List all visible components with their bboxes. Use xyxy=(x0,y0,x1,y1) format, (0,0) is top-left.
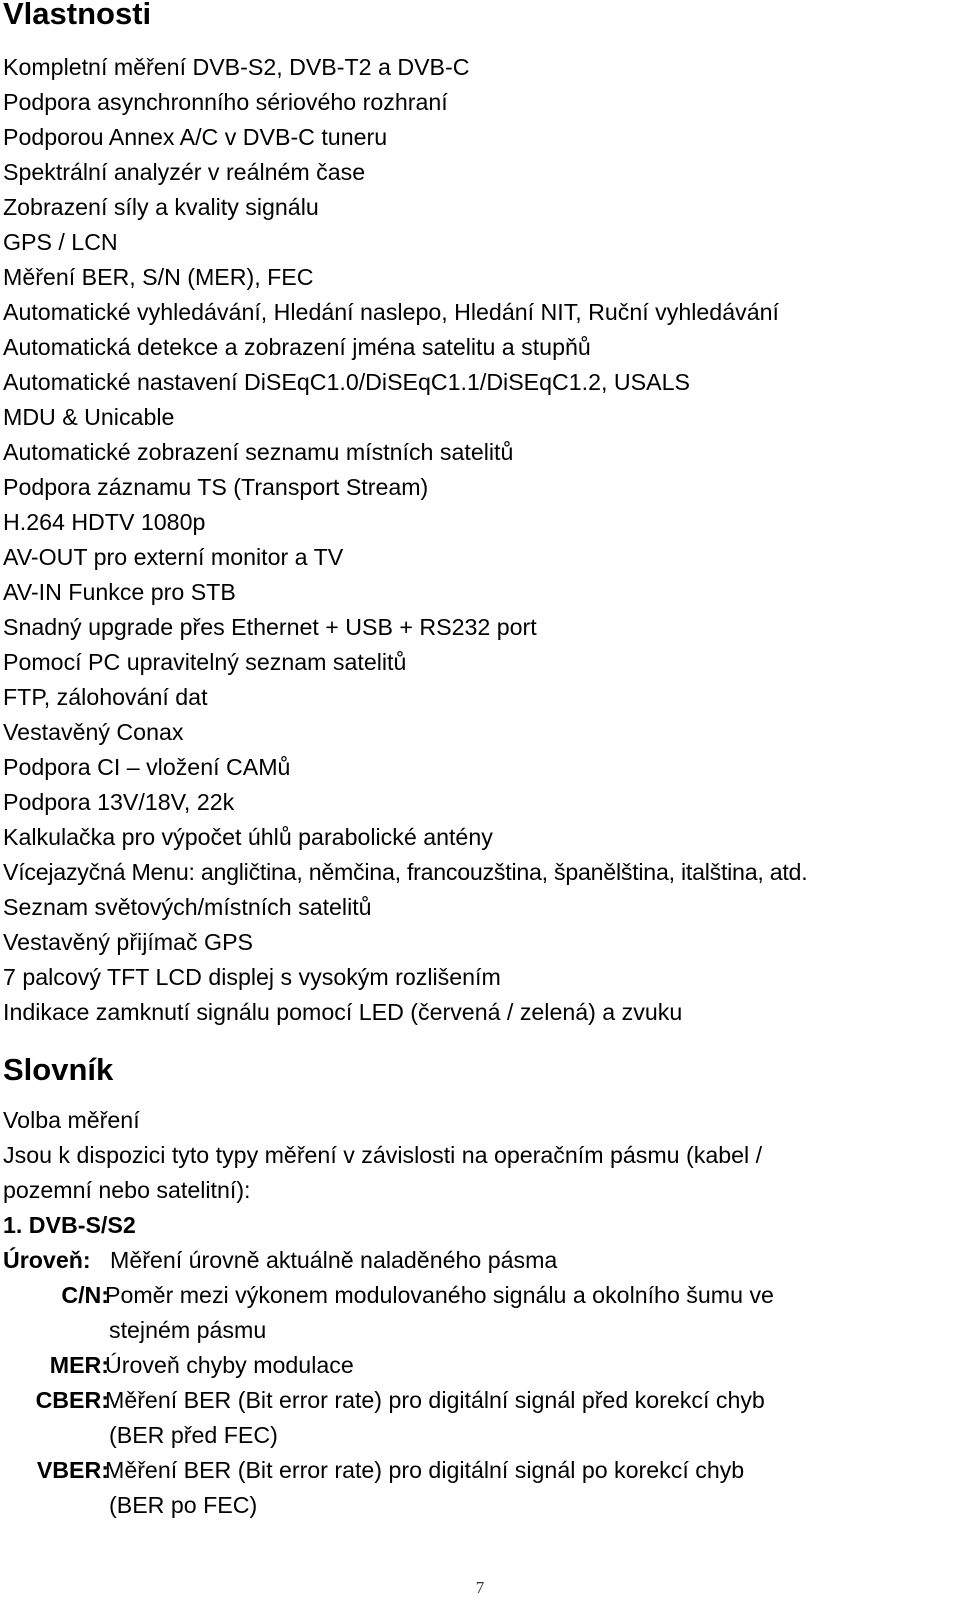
glossary-term: C/N: xyxy=(61,1282,109,1308)
feature-item: Podpora CI – vložení CAMů xyxy=(3,754,291,780)
feature-item: Kompletní měření DVB-S2, DVB-T2 a DVB-C xyxy=(3,54,470,80)
feature-item: Zobrazení síly a kvality signálu xyxy=(3,194,319,220)
heading-vlastnosti: Vlastnosti xyxy=(3,0,152,31)
feature-item: Podpora 13V/18V, 22k xyxy=(3,789,235,815)
feature-item: Podpora záznamu TS (Transport Stream) xyxy=(3,474,429,500)
glossary-definition: Poměr mezi výkonem modulovaného signálu a okolního šumu ve xyxy=(105,1282,774,1308)
feature-item: Vícejazyčná Menu: angličtina, němčina, francouzština, španělština, italština, atd. xyxy=(3,859,808,885)
glossary-definition: Měření úrovně aktuálně naladěného pásma xyxy=(110,1247,558,1273)
glossary-term: Úroveň: xyxy=(3,1247,91,1273)
feature-item: Automatické zobrazení seznamu místních satelitů xyxy=(3,439,514,465)
glossary-definition: (BER po FEC) xyxy=(109,1492,258,1518)
feature-item: H.264 HDTV 1080p xyxy=(3,509,206,535)
feature-item: AV-IN Funkce pro STB xyxy=(3,579,236,605)
glossary-term: CBER: xyxy=(35,1387,109,1413)
feature-item: AV-OUT pro externí monitor a TV xyxy=(3,544,344,570)
feature-item: FTP, zálohování dat xyxy=(3,684,208,710)
page-number: 7 xyxy=(475,1578,485,1597)
feature-item: MDU & Unicable xyxy=(3,404,175,430)
glossary-definition: Měření BER (Bit error rate) pro digitální signál před korekcí chyb xyxy=(105,1387,765,1413)
feature-item: Spektrální analyzér v reálném čase xyxy=(3,159,366,185)
subheading-volba-mereni: Volba měření xyxy=(3,1107,140,1133)
glossary-definition: stejném pásmu xyxy=(109,1317,267,1343)
heading-slovnik: Slovník xyxy=(3,1052,114,1087)
features-list xyxy=(3,50,807,1030)
glossary-term: VBER: xyxy=(36,1457,109,1483)
feature-item: Automatické vyhledávání, Hledání naslepo, Hledání NIT, Ruční vyhledávání xyxy=(3,299,779,325)
feature-item: Měření BER, S/N (MER), FEC xyxy=(3,264,314,290)
feature-item: Vestavěný přijímač GPS xyxy=(3,929,254,955)
feature-item: Podporou Annex A/C v DVB-C tuneru xyxy=(3,124,388,150)
feature-item: Automatická detekce a zobrazení jména satelitu a stupňů xyxy=(3,334,591,360)
feature-item: Automatické nastavení DiSEqC1.0/DiSEqC1.1/DiSEqC1.2, USALS xyxy=(3,369,690,395)
feature-item: GPS / LCN xyxy=(3,229,118,255)
glossary-definition: Úroveň chyby modulace xyxy=(105,1352,354,1378)
glossary-definition: Měření BER (Bit error rate) pro digitální signál po korekcí chyb xyxy=(105,1457,745,1483)
intro-paragraph-line: pozemní nebo satelitní): xyxy=(3,1177,251,1203)
glossary-term: MER: xyxy=(49,1352,109,1378)
section-title-dvb-s: 1. DVB-S/S2 xyxy=(3,1212,136,1238)
feature-item: Seznam světových/místních satelitů xyxy=(3,894,372,920)
feature-item: Vestavěný Conax xyxy=(3,719,184,745)
feature-item: Kalkulačka pro výpočet úhlů parabolické antény xyxy=(3,824,493,850)
feature-item: Pomocí PC upravitelný seznam satelitů xyxy=(3,649,407,675)
feature-item: Indikace zamknutí signálu pomocí LED (červená / zelená) a zvuku xyxy=(3,999,683,1025)
feature-item: Snadný upgrade přes Ethernet + USB + RS232 port xyxy=(3,614,537,640)
feature-item: Podpora asynchronního sériového rozhraní xyxy=(3,89,448,115)
feature-item: 7 palcový TFT LCD displej s vysokým rozlišením xyxy=(3,964,501,990)
intro-paragraph-line: Jsou k dispozici tyto typy měření v závislosti na operačním pásmu (kabel / xyxy=(3,1142,763,1168)
glossary-definition: (BER před FEC) xyxy=(109,1422,278,1448)
